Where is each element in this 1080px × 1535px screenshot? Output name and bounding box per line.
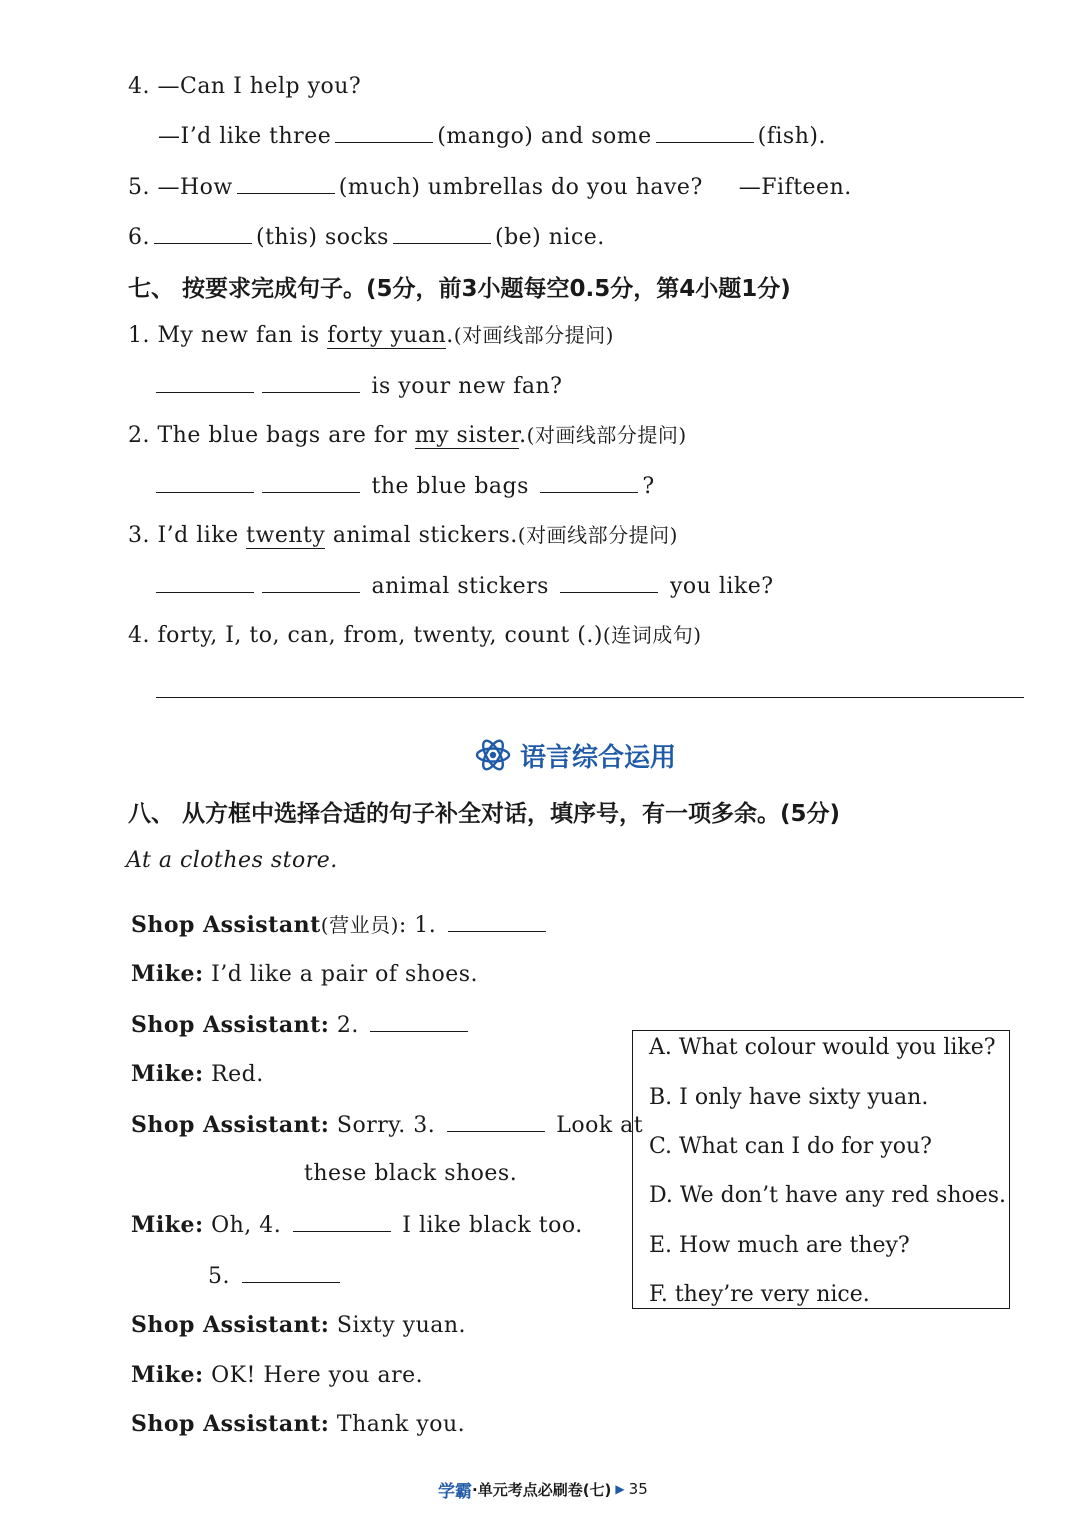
answer-blank[interactable] [560,570,658,593]
dialogue-line-5-cont: these black shoes. [304,1161,518,1186]
answer-blank[interactable] [262,470,360,493]
dialogue-line-4: Mike: Red. [131,1061,264,1087]
dialogue-line-6-cont: 5. [208,1260,344,1292]
dialogue-line-9: Shop Assistant: Thank you. [131,1411,466,1437]
option-f: F. they’re very nice. [649,1282,870,1307]
s7-item4: 4. forty, I, to, can, from, twenty, count (.)(连词成句) [128,623,702,648]
dialogue-line-2: Mike: I’d like a pair of shoes. [131,961,478,987]
arrow-icon: ▶ [615,1482,625,1496]
answer-blank[interactable] [335,120,433,143]
answer-blank[interactable] [262,570,360,593]
answer-blank[interactable] [154,221,252,244]
section-banner [474,733,676,777]
s7-item3: 3. I’d like twenty animal stickers.(对画线部分提问) [128,523,678,548]
q5-line: 5. —How (much) umbrellas do you have? —Fifteen. [128,171,852,203]
dialogue-line-5: Shop Assistant: Sorry. 3. Look at [131,1109,643,1141]
banner-title: 语言综合运用 [520,742,677,773]
page-footer [438,1474,648,1504]
options-box [632,1030,1010,1309]
dialogue-line-8: Mike: OK! Here you are. [131,1362,424,1388]
section-8-heading: 八、 从方框中选择合适的句子补全对话，填序号，有一项多余。(5分) [128,801,841,827]
q6-line: 6. (this) socks (be) nice. [128,221,605,253]
answer-blank[interactable] [447,1109,545,1132]
page-number: 35 [628,1480,648,1498]
option-e: E. How much are they? [649,1233,910,1258]
answer-blank[interactable] [156,470,254,493]
option-a: A. What colour would you like? [649,1035,996,1060]
dialogue-line-1: Shop Assistant(营业员): 1. [131,909,550,941]
s7-item2-answer: the blue bags ? [156,470,655,502]
answer-blank[interactable] [156,570,254,593]
option-d: D. We don’t have any red shoes. [649,1183,1007,1208]
answer-blank[interactable] [448,909,546,932]
answer-blank[interactable] [293,1209,391,1232]
s7-item2: 2. The blue bags are for my sister.(对画线部分提问) [128,423,687,448]
section-7-heading: 七、 按要求完成句子。(5分，前3小题每空0.5分，第4小题1分) [128,276,791,302]
answer-line[interactable] [156,697,1024,698]
scene-caption: At a clothes store. [126,848,338,873]
s7-item1-answer: is your new fan? [156,370,562,402]
answer-blank[interactable] [540,470,638,493]
answer-blank[interactable] [237,171,335,194]
answer-blank[interactable] [156,370,254,393]
s7-item1: 1. My new fan is forty yuan.(对画线部分提问) [128,323,614,348]
answer-blank[interactable] [393,221,491,244]
dialogue-line-6: Mike: Oh, 4. I like black too. [131,1209,583,1241]
answer-blank[interactable] [370,1009,468,1032]
dialogue-line-3: Shop Assistant: 2. [131,1009,472,1041]
option-c: C. What can I do for you? [649,1134,932,1159]
answer-blank[interactable] [262,370,360,393]
q4-line2: —I’d like three (mango) and some (fish). [158,120,826,152]
q4-line1: 4. —Can I help you? [128,74,362,99]
answer-blank[interactable] [242,1260,340,1283]
dialogue-line-7: Shop Assistant: Sixty yuan. [131,1312,467,1338]
answer-blank[interactable] [656,120,754,143]
underlined-phrase: forty yuan [327,323,447,348]
atom-icon [474,736,512,774]
s7-item3-answer: animal stickers you like? [156,570,774,602]
brand-logo: 学霸 [438,1481,472,1502]
option-b: B. I only have sixty yuan. [649,1085,929,1110]
underlined-phrase: twenty [246,523,326,548]
footer-title: ·单元考点必刷卷(七) [472,1480,612,1499]
underlined-phrase: my sister [414,423,520,448]
